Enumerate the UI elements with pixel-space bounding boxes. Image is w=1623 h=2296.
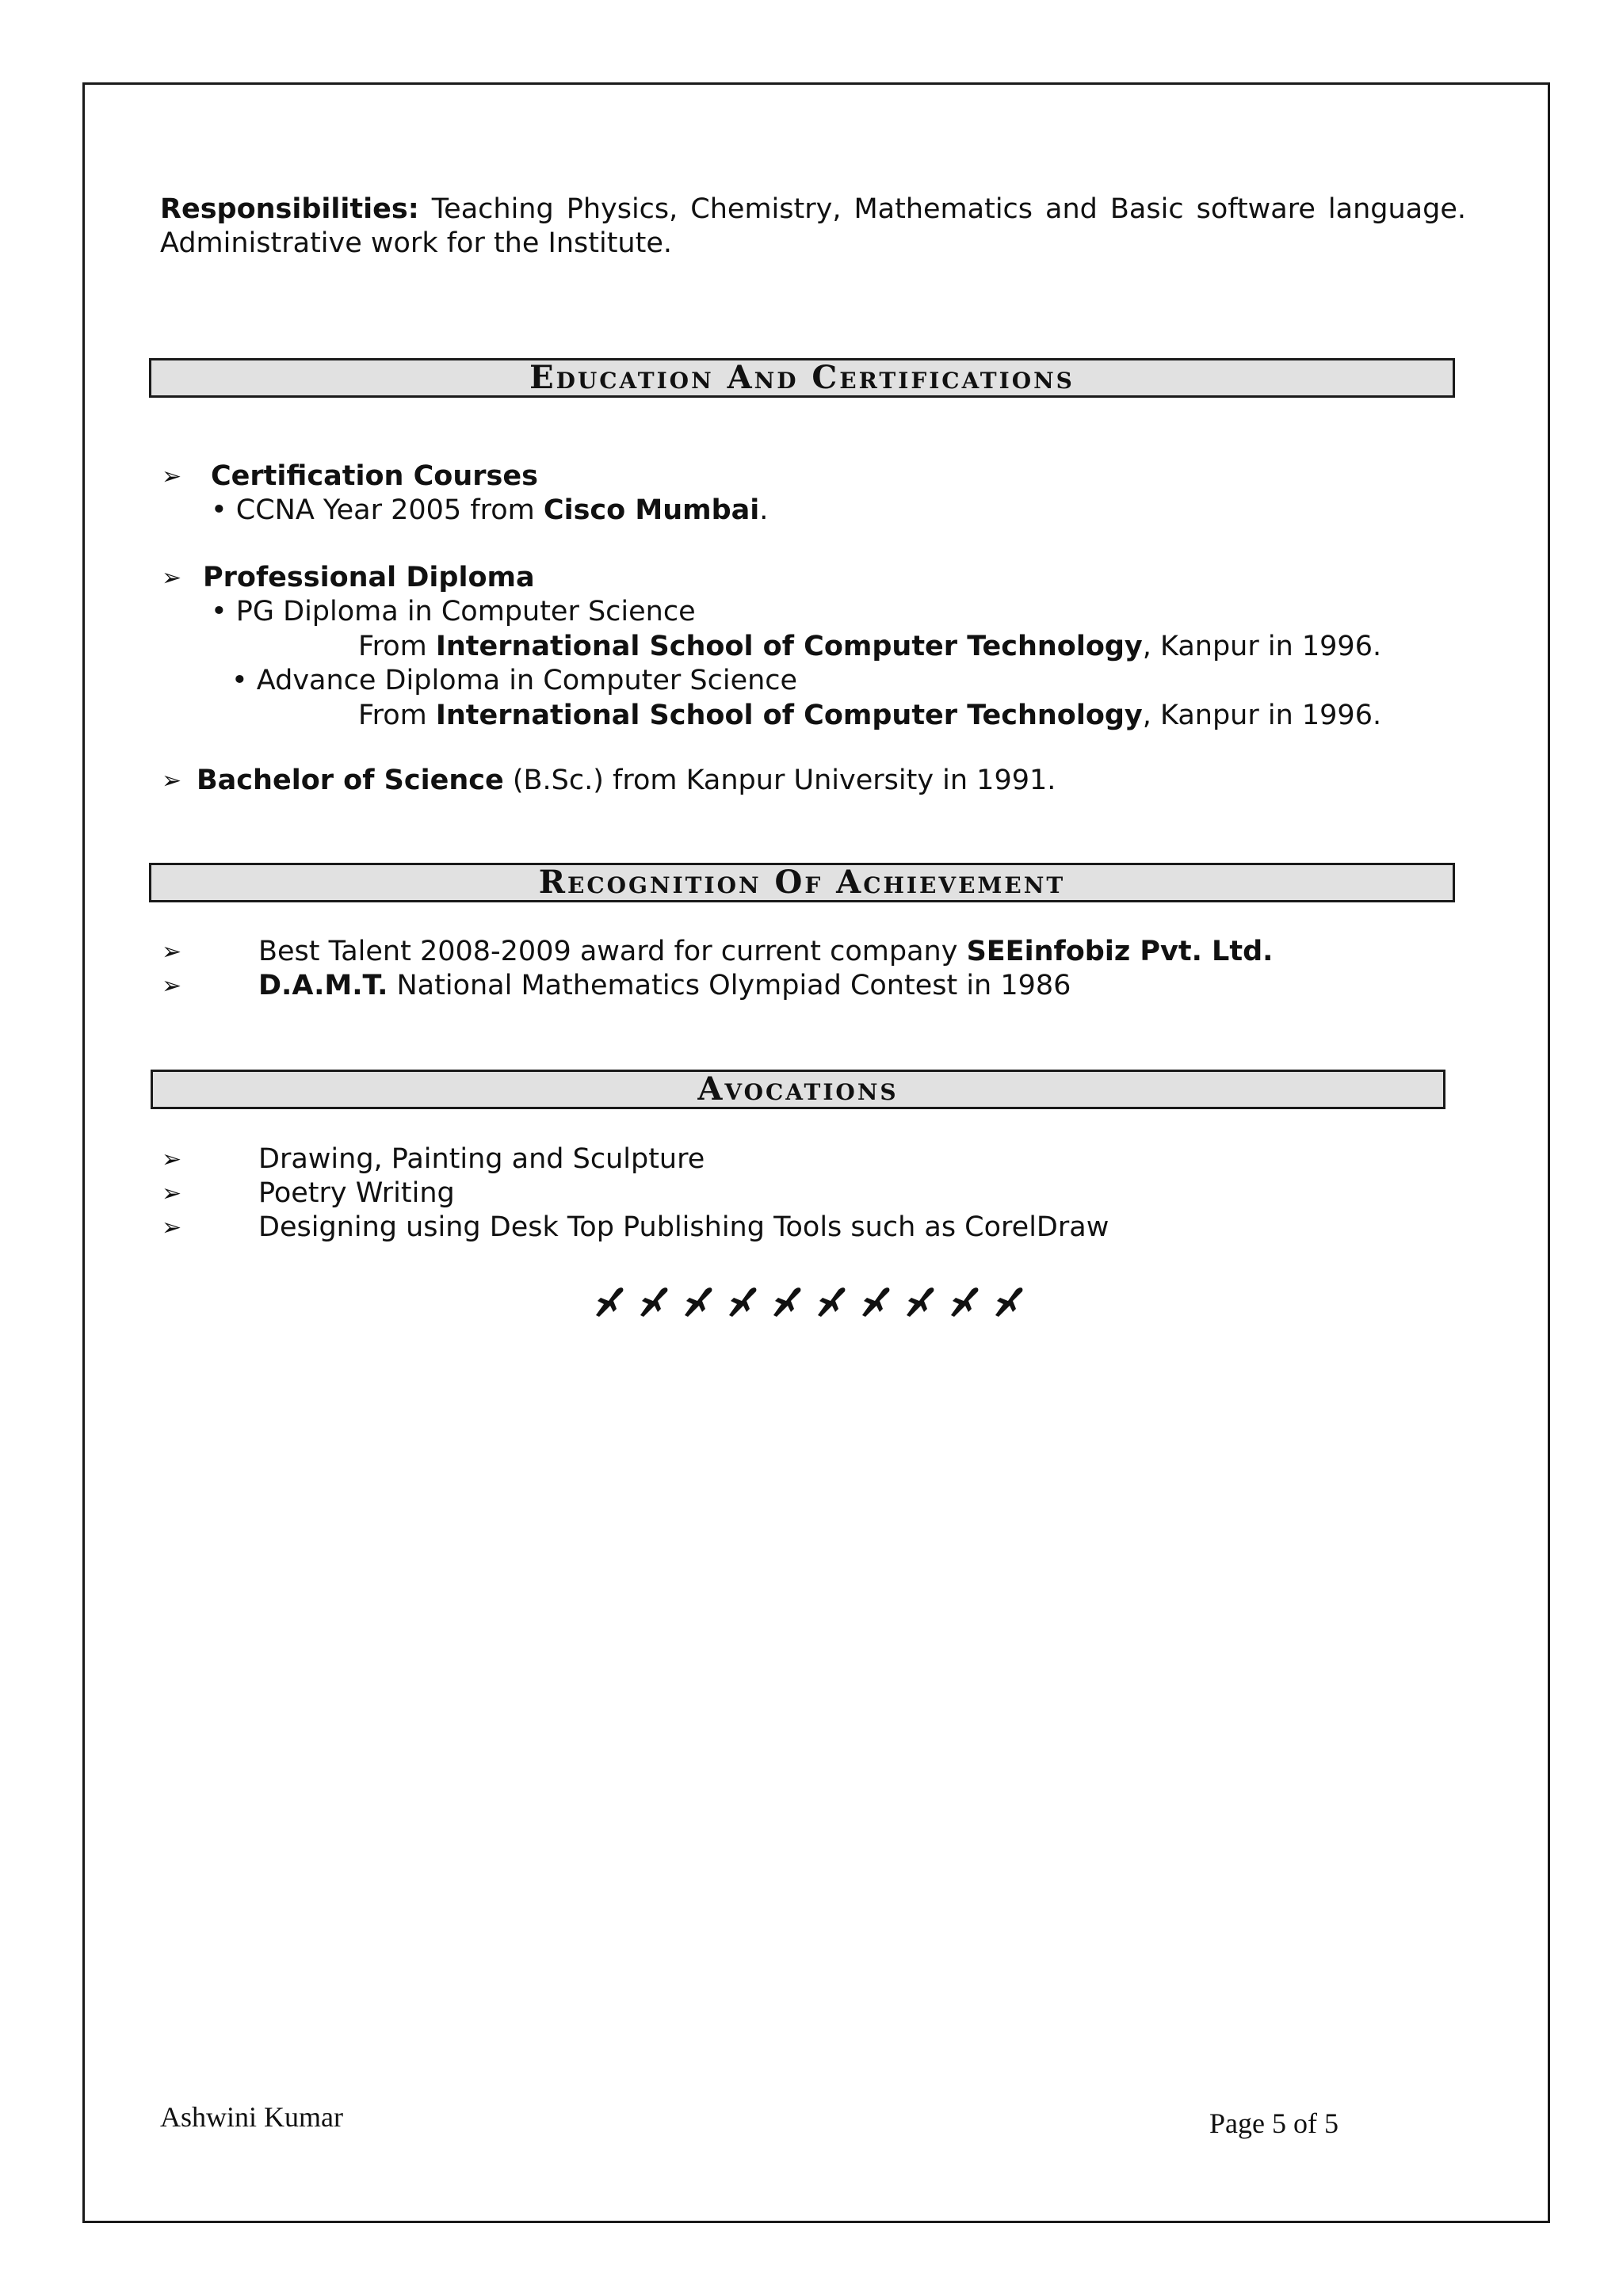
airplane-icon: [948, 1283, 983, 1318]
pg-diploma-item: • PG Diploma in Computer Science: [211, 596, 696, 627]
avocation-item: Poetry Writing: [258, 1177, 455, 1209]
footer-page-number: Page 5 of 5: [1209, 2107, 1338, 2139]
arrowhead-icon: ➢: [162, 767, 182, 795]
airplane-icon: [903, 1283, 938, 1318]
arrowhead-icon: ➢: [162, 1180, 182, 1207]
advance-diploma-item: • Advance Diploma in Computer Science: [231, 665, 798, 696]
airplane-icon: [726, 1283, 761, 1318]
airplane-icon: [637, 1283, 672, 1318]
advance-diploma-from: From International School of Computer Technology, Kanpur in 1996.: [358, 700, 1382, 731]
responsibilities-label: Responsibilities:: [160, 193, 419, 225]
airplane-icon: [815, 1283, 850, 1318]
bachelor-item: Bachelor of Science (B.Sc.) from Kanpur University in 1991.: [197, 765, 1056, 796]
airplane-icon: [859, 1283, 894, 1318]
avocations-heading: Avocations: [151, 1070, 1445, 1109]
education-heading: Education And Certifications: [149, 358, 1455, 398]
diploma-title: Professional Diploma: [203, 562, 535, 593]
avocation-item: Designing using Desk Top Publishing Tools such as CorelDraw: [258, 1211, 1109, 1243]
responsibilities-text: Teaching Physics, Chemistry, Mathematics and Basic software language. Administrative work for the Institute.: [160, 193, 1466, 259]
arrowhead-icon: ➢: [162, 938, 182, 966]
recognition-item: D.A.M.T. National Mathematics Olympiad Contest in 1986: [258, 970, 1071, 1001]
footer-name: Ashwini Kumar: [160, 2101, 343, 2133]
airplane-icon: [770, 1283, 805, 1318]
cert-item: • CCNA Year 2005 from Cisco Mumbai.: [211, 494, 769, 526]
airplane-icon: [992, 1283, 1027, 1318]
arrowhead-icon: ➢: [162, 463, 182, 490]
avocation-item: Drawing, Painting and Sculpture: [258, 1143, 705, 1175]
airplane-divider: [593, 1283, 1037, 1322]
pg-diploma-from: From International School of Computer Technology, Kanpur in 1996.: [358, 631, 1382, 662]
arrowhead-icon: ➢: [162, 1214, 182, 1241]
arrowhead-icon: ➢: [162, 1146, 182, 1173]
recognition-item: Best Talent 2008-2009 award for current company SEEinfobiz Pvt. Ltd.: [258, 936, 1274, 967]
recognition-heading: Recognition Of Achievement: [149, 863, 1455, 902]
cert-title: Certification Courses: [211, 460, 538, 492]
arrowhead-icon: ➢: [162, 972, 182, 1000]
responsibilities-paragraph: [160, 193, 1466, 261]
arrowhead-icon: ➢: [162, 564, 182, 592]
airplane-icon: [682, 1283, 716, 1318]
airplane-icon: [593, 1283, 628, 1318]
